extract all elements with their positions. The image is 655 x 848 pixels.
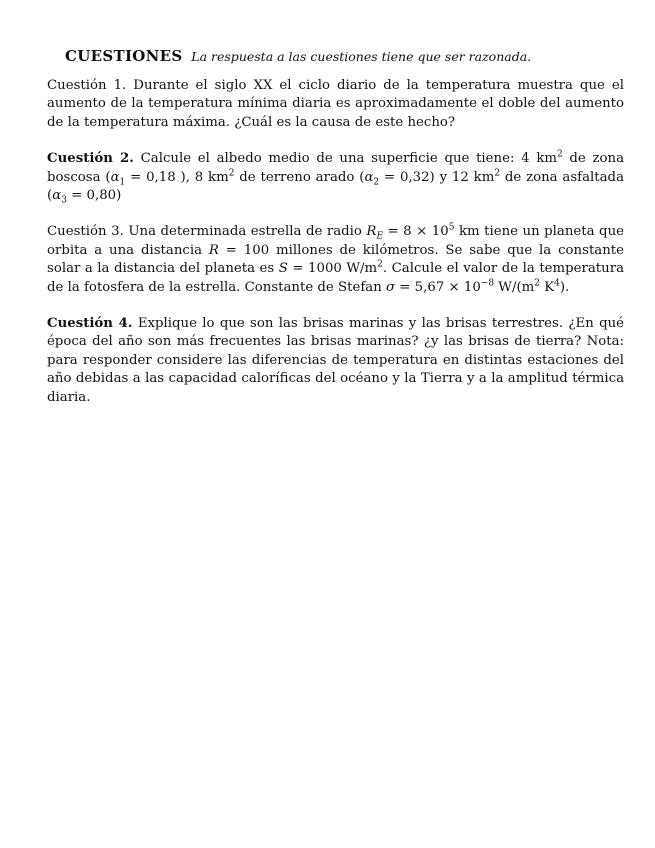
section-note: La respuesta a las cuestiones tiene que ser razonada. [191,49,532,64]
question-3-unit-exp-1: 2 [534,278,540,289]
question-3-solar-var: S [278,261,288,277]
question-2-text-3: = 0,18 ), 8 km [125,169,229,185]
question-2-sub-3: 3 [61,195,67,206]
question-3-text-9: K [539,279,555,295]
question-3-label: Cuestión 3. [47,224,124,240]
question-2-text-2: de zona boscosa ( [47,151,624,185]
question-3-sigma-exp: −8 [480,278,495,289]
question-2-alpha-1: α [110,169,120,185]
question-2-label: Cuestión 2. [47,151,134,167]
question-3-text-2: = 8 × 10 [383,224,449,240]
question-2-alpha-2: α [364,169,374,185]
question-3 [47,223,624,297]
question-4-label: Cuestión 4. [47,316,133,332]
question-3-distance-var: R [208,242,219,258]
question-1 [47,77,624,132]
question-3-text-1: Una determinada estrella de radio [128,224,367,240]
question-3-radius-sub: E [376,232,384,243]
question-2-text-7: = 0,80) [66,188,122,204]
question-2-sub-2: 2 [373,177,380,188]
question-2-text-6: de zona asfaltada ( [47,169,624,204]
question-3-radius-exp: 5 [448,223,455,234]
question-3-text-3: km tiene un planeta que orbita a una distancia [47,224,624,258]
question-3-sigma: σ [386,279,396,295]
question-3-text-8: W/(m [494,279,535,295]
question-3-unit-exp-2: 4 [554,278,560,289]
question-2-sup-2: 2 [228,168,235,179]
question-2 [47,150,624,205]
question-2-text-4: de terreno arado ( [234,169,365,185]
question-2-text-5: = 0,32) y 12 km [379,169,495,185]
question-2-alpha-3: α [52,188,62,204]
question-2-sup-1: 2 [556,149,563,160]
question-4-text: Explique lo que son las brisas marinas y las brisas terrestres. ¿En qué época del año son más frecuentes las brisas marinas? ¿y las brisas de tierra? Nota: para responder considere las diferencias de temperatura en distintas estaciones del año debidas a las capacidad caloríficas del océano y la Tierra y a la amplitud térmica diaria. [47,316,625,405]
question-1-text: Durante el siglo XX el ciclo diario de la temperatura muestra que el aumento de la temperatura mínima diaria es aproximadamente el doble del aumento de la temperatura máxima. ¿Cuál es la causa de este hecho? [47,78,624,130]
section-title: CUESTIONES [65,47,183,65]
question-3-solar-exp: 2 [377,259,383,270]
section-header [65,46,624,67]
question-3-text-5: = 1000 W/m [287,261,378,277]
question-3-text-6: . Calcule el valor de la temperatura de la fotosfera de la estrella. Constante de Stefan [47,261,624,295]
question-3-text-7: = 5,67 × 10 [395,279,481,295]
question-4 [47,315,624,407]
question-3-text-4: = 100 millones de kilómetros. Se sabe que la constante solar a la distancia del planeta es [47,242,624,277]
question-2-sub-1: 1 [119,177,126,188]
question-2-sup-3: 2 [494,168,501,179]
exam-page [47,46,624,407]
question-3-radius-var: R [366,224,377,240]
question-1-label: Cuestión 1. [47,78,127,93]
question-3-text-10: ). [559,279,570,295]
question-2-text-1: Calcule el albedo medio de una superficie que tiene: 4 km [140,151,557,167]
